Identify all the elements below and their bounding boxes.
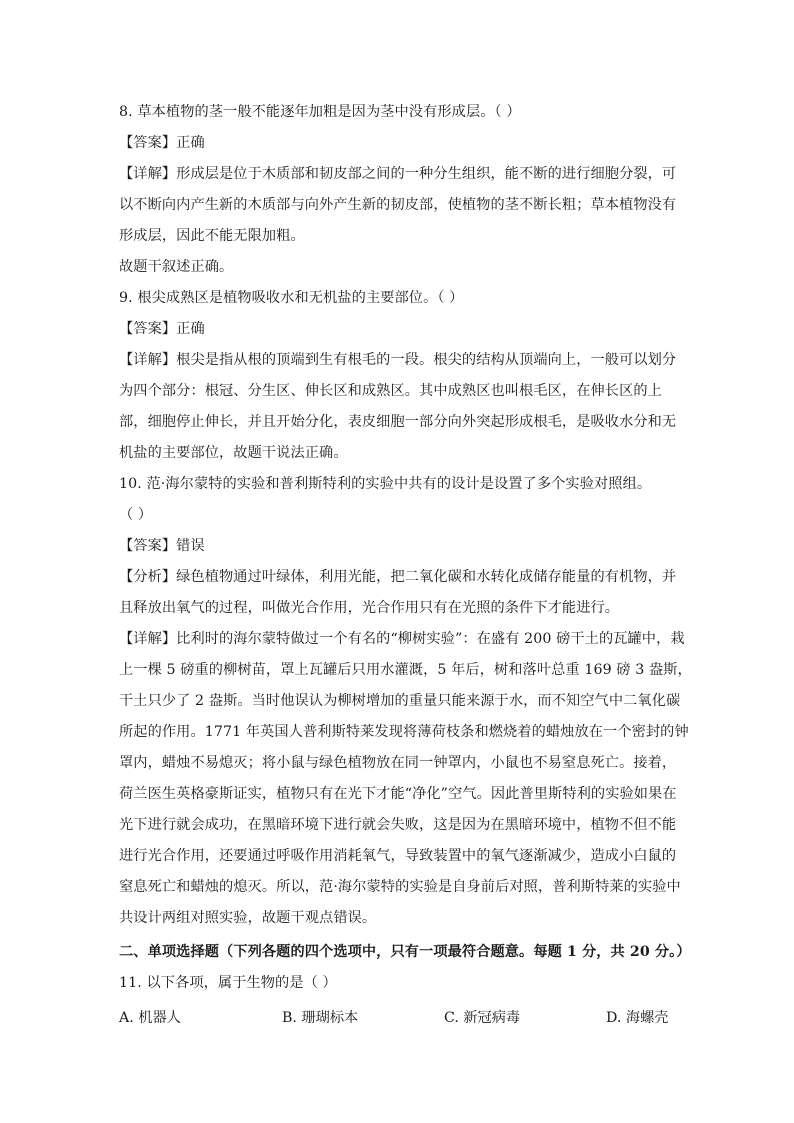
q9-answer bbox=[119, 319, 679, 339]
q10-detail-line-3: 干土只少了 2 盎斯。当时他误认为柳树增加的重量只能来源于水，而不知空气中二氧化碳 bbox=[119, 693, 681, 709]
detail-tag: 【详解】 bbox=[119, 631, 177, 647]
q9-detail-line-4: 机盐的主要部位，故题干说法正确。 bbox=[119, 445, 348, 461]
q10-analysis-line-1: 【分析】绿色植物通过叶绿体，利用光能，把二氧化碳和水转化成储存能量的有机物，并 bbox=[119, 569, 677, 585]
answer-value: 正确 bbox=[176, 321, 205, 337]
q10-detail-line-2: 上一棵 5 磅重的柳树苗，罩上瓦罐后只用水灌溉，5 年后，树和落叶总重 169 磅 3 盎斯， bbox=[119, 662, 692, 678]
q10-detail-line-10: 共设计两组对照实验，故题干观点错误。 bbox=[119, 910, 377, 926]
answer-tag: 【答案】 bbox=[119, 538, 177, 554]
q10-detail-line-7: 光下进行就会成功，在黑暗环境下进行就会失败，这是因为在黑暗环境中，植物不但不能 bbox=[119, 817, 677, 833]
q9-detail-line-2: 为四个部分：根冠、分生区、伸长区和成熟区。其中成熟区也叫根毛区，在伸长区的上 bbox=[119, 383, 662, 399]
q10-stem-line-2: （ ） bbox=[119, 507, 153, 523]
detail-tag: 【详解】 bbox=[119, 166, 177, 182]
q10-detail-line-9: 窒息死亡和蜡烛的熄灭。所以，范·海尔蒙特的实验是自身前后对照，普利斯特莱的实验中 bbox=[119, 879, 681, 895]
q8-detail-line-4: 故题干叙述正确。 bbox=[119, 259, 234, 275]
q8-stem: 8. 草本植物的茎一般不能逐年加粗是因为茎中没有形成层。（ ） bbox=[119, 104, 521, 120]
detail-tag: 【详解】 bbox=[119, 352, 177, 368]
q11-option-a: A. 机器人 bbox=[119, 1010, 181, 1026]
q10-analysis-line-2: 且释放出氧气的过程，叫做光合作用，光合作用只有在光照的条件下才能进行。 bbox=[119, 600, 620, 616]
q11-option-c: C. 新冠病毒 bbox=[444, 1010, 521, 1026]
q10-answer bbox=[119, 536, 679, 556]
q10-detail-line-5: 罩内，蜡烛不易熄灭；将小鼠与绿色植物放在同一钟罩内，小鼠也不易窒息死亡。接着， bbox=[119, 755, 677, 771]
answer-value: 错误 bbox=[176, 538, 205, 554]
q8-detail-line-3: 形成层，因此不能无限加粗。 bbox=[119, 228, 305, 244]
q9-detail-line-1: 【详解】根尖是指从根的顶端到生有根毛的一段。根尖的结构从顶端向上，一般可以划分 bbox=[119, 352, 677, 368]
q10-detail-line-6: 荷兰医生英格豪斯证实，植物只有在光下才能“净化”空气。因此普里斯特利的实验如果在 bbox=[119, 786, 677, 802]
q9-detail-line-3: 部，细胞停止伸长，并且开始分化，表皮细胞一部分向外突起形成根毛，是吸收水分和无 bbox=[119, 414, 677, 430]
answer-tag: 【答案】 bbox=[119, 135, 177, 151]
analysis-tag: 【分析】 bbox=[119, 569, 177, 585]
q8-answer bbox=[119, 133, 679, 153]
q10-detail-line-8: 进行光合作用，还要通过呼吸作用消耗氧气，导致装置中的氧气逐渐减少，造成小白鼠的 bbox=[119, 848, 677, 864]
section-heading: 二、单项选择题（下列各题的四个选项中，只有一项最符合题意。每题 1 分，共 20 分。） bbox=[119, 944, 691, 960]
q8-detail-line-2: 以不断向内产生新的木质部与向外产生新的韧皮部，使植物的茎不断长粗；草本植物没有 bbox=[119, 197, 677, 213]
q10-detail-line-1: 【详解】比利时的海尔蒙特做过一个有名的“柳树实验”：在盛有 200 磅干土的瓦罐中，栽 bbox=[119, 631, 685, 647]
q9-stem: 9. 根尖成熟区是植物吸收水和无机盐的主要部位。（ ） bbox=[119, 290, 464, 306]
q11-option-d: D. 海螺壳 bbox=[606, 1010, 669, 1026]
q10-stem-line-1: 10. 范·海尔蒙特的实验和普利斯特利的实验中共有的设计是设置了多个实验对照组。 bbox=[119, 476, 652, 492]
answer-tag: 【答案】 bbox=[119, 321, 177, 337]
q8-detail-line-1: 【详解】形成层是位于木质部和韧皮部之间的一种分生组织，能不断的进行细胞分裂，可 bbox=[119, 166, 677, 182]
q11-option-b: B. 珊瑚标本 bbox=[282, 1010, 359, 1026]
q11-stem: 11. 以下各项，属于生物的是（ ） bbox=[119, 975, 337, 991]
answer-value: 正确 bbox=[176, 135, 205, 151]
q10-detail-line-4: 所起的作用。1771 年英国人普利斯特莱发现将薄荷枝条和燃烧着的蜡烛放在一个密封的钟 bbox=[119, 724, 689, 740]
